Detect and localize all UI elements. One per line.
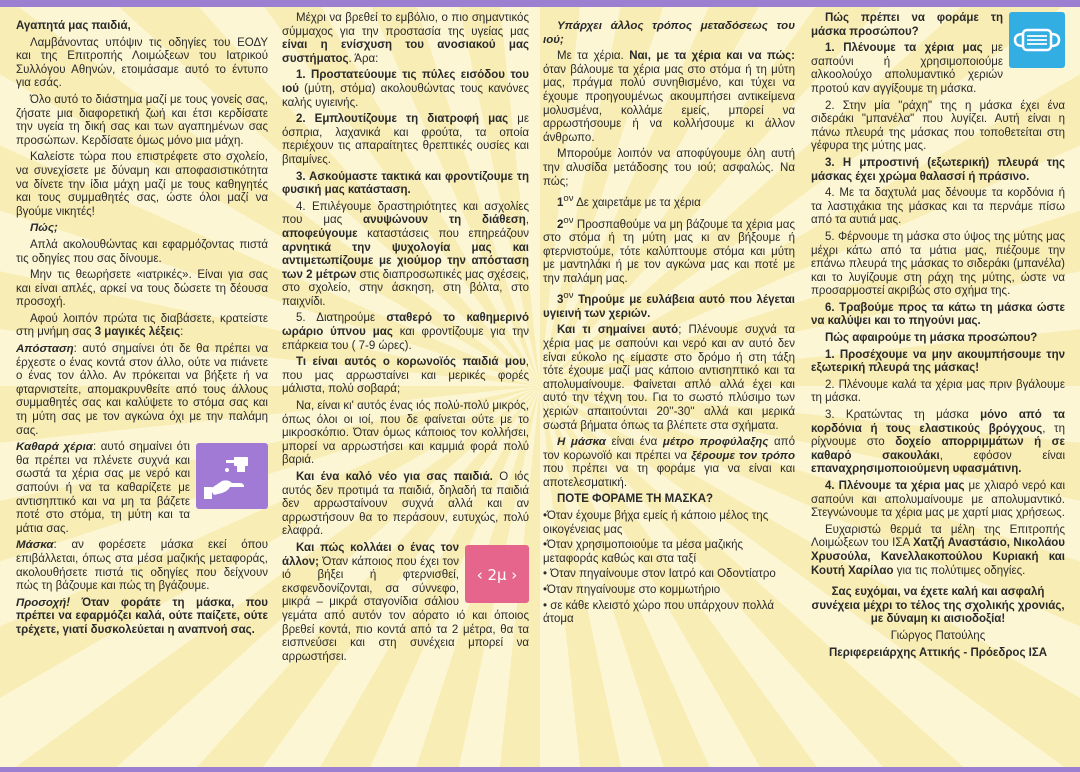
list-item: 4. Πλένουμε τα χέρια μας με χλιαρό νερό και σαπούνι και απολυμαίνουμε με απολυμαντικό. Στεγνώνουμε τα χέρια μας με χαρτί μιας χρήσεως. — [811, 480, 1065, 520]
clean-hands-definition: Καθαρά χέρια: αυτό σημαίνει ότι θα πρέπει να πλένετε συχνά και σωστά τα χέρια σας με νερό και σαπούνι ή να τα καθαρίζετε με αντισηπτικό και να μη τα βάζετε ποτέ στο στόμα, τη μύτη και τα μάτια σας. — [16, 441, 190, 535]
greeting: Αγαπητά μας παιδιά, — [16, 20, 131, 32]
list-item: • Όταν πηγαίνουμε στον Ιατρό και Οδοντίατρο — [543, 568, 776, 581]
step: $3^{o\nu}$ Τηρούμε με ευλάβεια αυτό που λέγεται υγιεινή των χεριών. — [543, 290, 795, 320]
question: Τι είναι αυτός ο κορωνοϊός παιδιά μου, που μας αρρωσταίνει και μερικές φορές μάλιστα, πολύ σοβαρά; — [282, 356, 529, 396]
paragraph: Και τι σημαίνει αυτό; Πλένουμε συχνά τα χέρια μας με σαπούνι και νερό και αν αυτό δεν είναι εύκολο ης είμαστε στο δρόμο ή στη τάξη τότε έχουμε μαζί μας κάποιο αντισηπτικό και τα απολυμαίνουμε. Φαίνεται απλό αλλά έχει και αυτό την τέχνη του. Για το σωστό πλύσιμο των χεριών απαιτούνται 20''-30'' αλλά και μερικά σωστά βήματα όπως τα βλέπετε στα σχήματα. — [543, 324, 795, 432]
paragraph: Όλο αυτό το διάστημα μαζί με τους γονείς σας, ζήσατε μια διαφορετική ζωή και έτσι κερδίσατε την υγεία τη δική σας και των αγαπημένων σας προσώπων. Κερδίσατε όμως μόνο μια μάχη. — [16, 93, 268, 147]
list-item: •Όταν έχουμε βήχα εμείς ή κάποιο μέλος της οικογένειας μας — [543, 510, 769, 536]
list-item: • σε κάθε κλειστό χώρο που υπάρχουν πολλά άτομα — [543, 599, 775, 626]
column-2 — [282, 12, 529, 762]
list-item: 1. Πλένουμε τα χέρια μας με σαπούνι ή χρησιμοποιούμε αλκοολούχο απολυμαντικό χεριών προτού καν αγγίξουμε τη μάσκα. — [811, 42, 1003, 95]
list-item: •Όταν πηγαίνουμε στο κομμωτήριο — [543, 584, 721, 597]
paragraph: Μέχρι να βρεθεί το εμβόλιο, ο πιο σημαντικός σύμμαχος για την προστασία της υγείας μας είναι η ενίσχυση του ανοσιακού μας συστήματος. Άρα: — [282, 12, 529, 65]
list-item: 4. Με τα δαχτυλά μας δένουμε τα κορδόνια ή τα λαστιχάκια της μάσκας και τα περνάμε πίσω από τα αυτιά μας. — [811, 187, 1065, 227]
list-item: 2. Στην μία "ράχη" της η μάσκα έχει ένα σιδεράκι "μπανέλα" που λυγίζει. Αυτή είναι η πάνω πλευρά της μάσκας που τοποθετείται στη γέφυρα της μύτης μας. — [811, 99, 1065, 153]
top-band — [0, 0, 1080, 7]
closing-wish: Σας ευχόμαι, να έχετε καλή και ασφαλή συνέχεια μέχρι το τέλος της σχολικής χρονιάς, με δύναμη κι αισιοδοξία! — [811, 586, 1065, 626]
paragraph: Να, είναι κι' αυτός ένας ιός πολύ-πολύ μικρός, όπως όλοι οι ιοί, που δε φαίνεται ούτε με το μικροσκόπιο. Όταν όμως κάποιος τον κολλήσει, μπορεί να αρρωστήσει και καμμιά φορά πολύ βαριά. — [282, 400, 529, 467]
list-item: 1. Προστατεύουμε τις πύλες εισόδου του ιού (μύτη, στόμα) ακολουθώντας τους κανόνες καλής υγιεινής. — [282, 69, 529, 109]
column-3 — [543, 12, 795, 762]
paragraph: Μην τις θεωρήσετε «ιατρικές». Είναι για σας και είναι απλές, αρκεί να τους δώσετε τη δέουσα προσοχή. — [16, 269, 268, 309]
list-item: 2. Εμπλουτίζουμε τη διατροφή μας με όσπρια, λαχανικά και φρούτα, τα οποία περιέχουν τις απαραίτητες θρεπτικές ουσίες και βιταμίνες. — [282, 113, 529, 166]
list-item: 5. Διατηρούμε σταθερό το καθημερινό ωράριο ύπνου μας και φροντίζουμε για την επάρκεια του ( 7-9 ώρες). — [282, 312, 529, 352]
hand-sanitizer-icon — [196, 443, 268, 509]
thanks: Ευχαριστώ θερμά τα μέλη της Επιτροπής Λοιμώξεων του ΙΣΑ Χατζή Αναστάσιο, Νικολάου Χρυσούλα, Κανελλακοπούλου Κυριακή και Κουτή Χαρίλαο για τις πολύτιμες οδηγίες. — [811, 523, 1065, 577]
signature-name: Γιώργος Πατούλης — [890, 629, 986, 642]
step: $1^{o\nu}$ Δε χαιρετάμε με τα χέρια — [557, 193, 701, 209]
list-item: •Όταν χρησιμοποιούμε τα μέσα μαζικής μεταφοράς καθώς και στα ταξί — [543, 539, 744, 565]
distance-icon-label: ‹ 2μ › — [476, 565, 518, 584]
paragraph: Και πώς κολλάει ο ένας τον άλλον; Όταν κάποιος που έχει τον ιό βήξει ή φτερνισθεί, εκσφενδονίζονται, σα σύννεφο, μικρά – μικρά σταγονίδια σάλιου γεμάτα από αυτόν τον αόρατο ιό και όποιος βρεθεί κοντά, πιο κοντά από τα 2 μέτρα, θα τα εισπνεύσει και στη συνέχεια μπορεί να αρρωστήσει. — [282, 541, 529, 663]
paragraph: Απλά ακολουθώντας και εφαρμόζοντας πιστά τις οδηγίες που σας δίνουμε. — [16, 238, 268, 265]
caution-note: Προσοχή! Όταν φοράτε τη μάσκα, που πρέπει να εφαρμόζει καλά, ούτε παίζετε, ούτε τρέχετε, γιατί δυσκολεύεται η αναπνοή σας. — [16, 596, 268, 636]
bottom-band — [0, 767, 1080, 772]
section-heading: ΠΟΤΕ ΦΟΡΑΜΕ ΤΗ ΜΑΣΚΑ? — [557, 493, 714, 506]
paragraph: Αφού λοιπόν πρώτα τις διαβάσετε, κρατείστε στη μνήμη σας 3 μαγικές λέξεις: — [16, 312, 268, 339]
face-mask-icon — [1009, 12, 1065, 68]
paragraph: Μπορούμε λοιπόν να αποφύγουμε όλη αυτή την αλυσίδα μετάδοσης του ιού; ασφαλώς. Να πώς; — [543, 148, 795, 188]
question: Πώς πρέπει να φοράμε τη μάσκα προσώπου? — [811, 12, 1003, 38]
how-heading: Πώς; — [30, 222, 58, 235]
distance-icon — [465, 545, 529, 603]
list-item: 1. Προσέχουμε να μην ακουμπήσουμε την εξωτερική πλευρά της μάσκας! — [811, 348, 1065, 375]
paragraph: Καλείστε τώρα που επιστρέφετε στο σχολείο, να συνεχίσετε με δύναμη και αποφασιστικότητα να δίνετε την ίδια μάχη μαζί με τους καθηγητές και τους συμμαθητές σας, ώστε όλοι μαζί να βγούμε νικητές! — [16, 151, 268, 218]
bullet-list — [543, 510, 795, 627]
question: Πώς αφαιρούμε τη μάσκα προσώπου? — [825, 332, 1038, 345]
distance-definition: Απόσταση: αυτό σημαίνει ότι δε θα πρέπει να έρχεστε ο ένας κοντά στον άλλο, ούτε να πιάνετε ο ένας τον άλλο. Αν πρόκειται να βήξετε ή να φταρνιστείτε, απομακρυνθείτε από τους άλλους συμμαθητές σας και καλύψετε το στόμα σας και τη μύτη σας με τον αγκώνα όχι με την παλάμη σας. — [16, 343, 268, 437]
column-4 — [811, 12, 1065, 762]
paragraph: Με τα χέρια. Ναι, με τα χέρια και να πώς: όταν βάλουμε τα χέρια μας στο στόμα ή τη μύτη μας, πράγμα πολύ συνηθισμένο, και τύχει να έχουμε προηγουμένως ακουμπήσει αντικείμενα μολυσμένα, κολλάμε εμείς, μπορεί να αρρωστήσουμε ή να κολλήσουμε κι άλλον άνθρωπο. — [543, 50, 795, 144]
list-item: 4. Επιλέγουμε δραστηριότητες και ασχολίες που μας ανυψώνουν τη διάθεση, αποφεύγουμε καταστάσεις που επηρεάζουν αρνητικά την ψυχολογία μας και αντιμετωπίζουμε με χιούμορ την απόσταση των 2 μέτρων στις διαπροσωπικές μας σχέσεις, στο σχολείο, στην άσκηση, στη βόλτα, στο παιχνίδι. — [282, 200, 529, 308]
step: $2^{o\nu}$ Προσπαθούμε να μη βάζουμε τα χέρια μας στο στόμα ή τη μύτη μας κι αν βήξουμε ή φτερνιστούμε, τότε καλύπτουμε στόμα και μύτη με μαντηλάκι ή με τον αγκώνα μας και ποτέ με την παλάμη μας. — [543, 214, 795, 285]
list-item: 3. Η μπροστινή (εξωτερική) πλευρά της μάσκας έχει χρώμα θαλασσί ή πράσινο. — [811, 156, 1065, 183]
list-item: 5. Φέρνουμε τη μάσκα στο ύψος της μύτης μας μέχρι κάτω από τα μάτια μας, πιέζουμε την επάνω πλευρά της μάσκας το σιδεράκι (μπανέλα) και το λυγίζουμε στη ράχη της μύτης, ώστε να προσαρμοστεί ακριβώς στο σχήμα της. — [811, 230, 1065, 298]
list-item: 6. Τραβούμε προς τα κάτω τη μάσκα ώστε να καλύψει και το πηγούνι μας. — [811, 301, 1065, 328]
mask-definition: Μάσκα: αν φορέσετε μάσκα εκεί όπου επιβάλλεται, όπως στα μέσα μαζικής μεταφοράς, ακολουθήσετε πιστά τις οδηγίες που δείχνουν πώς τη βάζουμε και πώς τη βγάζουμε. — [16, 539, 268, 593]
list-item: 3. Ασκούμαστε τακτικά και φροντίζουμε τη φυσική μας κατάσταση. — [282, 170, 529, 197]
list-item: 2. Πλένουμε καλά τα χέρια μας πριν βγάλουμε τη μάσκα. — [811, 378, 1065, 405]
question: Υπάρχει άλλος τρόπος μεταδόσεως του ιού; — [543, 20, 795, 46]
list-item: 3. Κρατώντας τη μάσκα μόνο από τα κορδόνια ή τους ελαστικούς βρόγχους, τη ρίχνουμε στο δοχείο απορριμμάτων ή σε καθαρό σακουλάκι, εφόσον είναι επαναχρησιμοποιούμενη υφασμάτινη. — [811, 409, 1065, 476]
paragraph: Η μάσκα είναι ένα μέτρο προφύλαξης από τον κορωνοϊό και πρέπει να ξέρουμε τον τρόπο που πρέπει να τη φοράμε για να είναι και αποτελεσματική. — [543, 436, 795, 489]
paragraph: Και ένα καλό νέο για σας παιδιά. Ο ιός αυτός δεν προτιμά τα παιδιά, δηλαδή τα παιδιά δεν αρρωσταίνουν συχνά αλλά και αν αρρωστήσουν θα το περάσουν, ευτυχώς, πολύ ελαφρά. — [282, 471, 529, 538]
signature-title: Περιφερειάρχης Αττικής - Πρόεδρος ΙΣΑ — [828, 646, 1048, 659]
column-1 — [16, 12, 268, 762]
paragraph: Λαμβάνοντας υπόψιν τις οδηγίες του ΕΟΔΥ και της Επιτροπής Λοιμώξεων του Ιατρικού Συλλόγου Αθηνών, ετοιμάσαμε αυτό το έντυπο για εσάς. — [16, 36, 268, 90]
